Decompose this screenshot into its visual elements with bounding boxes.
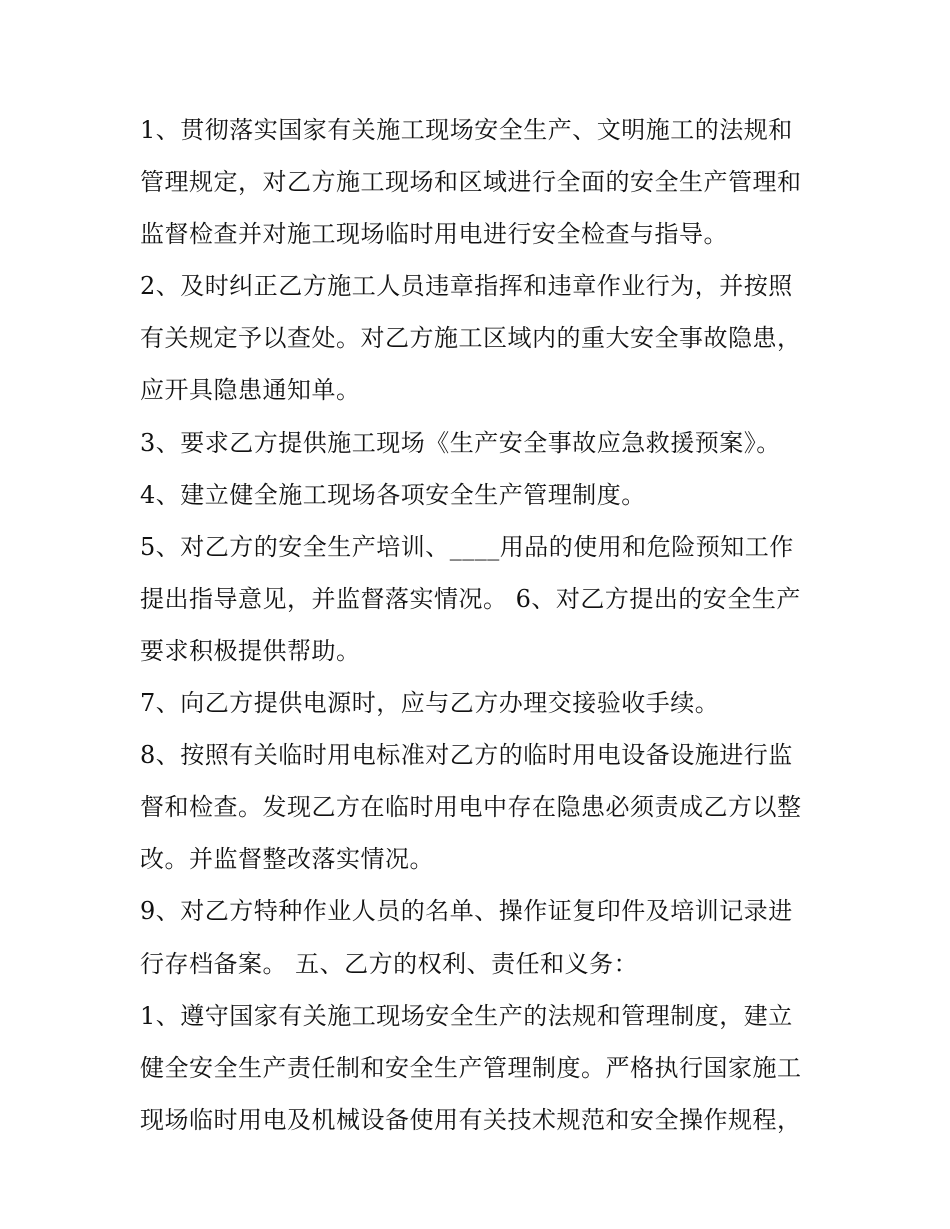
text-line: 4、建立健全施工现场各项安全生产管理制度。	[140, 480, 646, 509]
text-line: 督和检查。发现乙方在临时用电中存在隐患必须责成乙方以整	[140, 793, 802, 822]
text-line: 提出指导意见，并监督落实情况。 6、对乙方提出的安全生产	[140, 584, 801, 613]
text-line: 要求积极提供帮助。	[140, 636, 361, 665]
text-line: 2、及时纠正乙方施工人员违章指挥和违章作业行为，并按照	[140, 272, 793, 301]
text-line: 行存档备案。 五、乙方的权利、责任和义务：	[140, 949, 639, 978]
text-line: 应开具隐患通知单。	[140, 376, 361, 405]
text-line: 5、对乙方的安全生产培训、____用品的使用和危险预知工作	[140, 532, 794, 561]
text-line: 现场临时用电及机械设备使用有关技术规范和安全操作规程，	[140, 1105, 802, 1134]
text-line: 改。并监督整改落实情况。	[140, 845, 434, 874]
text-line: 1、遵守国家有关施工现场安全生产的法规和管理制度，建立	[140, 1001, 793, 1030]
text-line: 1、贯彻落实国家有关施工现场安全生产、文明施工的法规和	[140, 116, 793, 144]
text-line: 有关规定予以查处。对乙方施工区域内的重大安全事故隐患，	[140, 324, 802, 353]
text-line: 监督检查并对施工现场临时用电进行安全检查与指导。	[140, 220, 728, 249]
text-line: 9、对乙方特种作业人员的名单、操作证复印件及培训记录进	[140, 897, 793, 926]
text-line: 8、按照有关临时用电标准对乙方的临时用电设备设施进行监	[140, 741, 793, 770]
text-line: 7、向乙方提供电源时，应与乙方办理交接验收手续。	[140, 689, 720, 718]
text-line: 管理规定，对乙方施工现场和区域进行全面的安全生产管理和	[140, 168, 802, 197]
text-line: 健全安全生产责任制和安全生产管理制度。严格执行国家施工	[140, 1053, 802, 1082]
text-line: 3、要求乙方提供施工现场《生产安全事故应急救援预案》。	[140, 428, 781, 457]
document-body	[140, 104, 820, 1146]
